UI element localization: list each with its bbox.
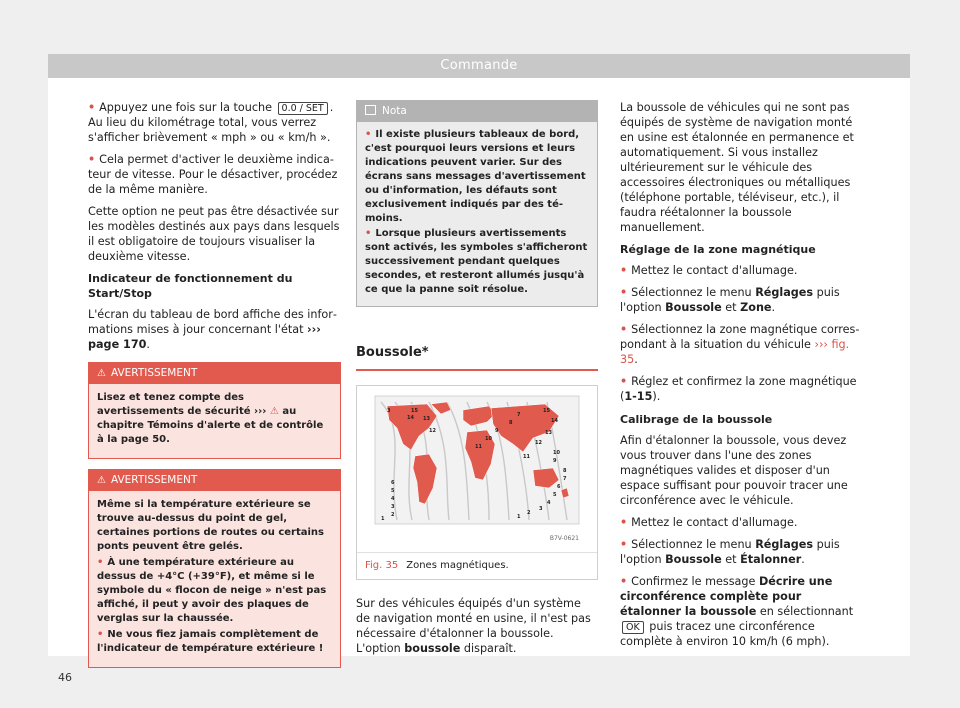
zone-label: 14 [551, 418, 558, 424]
zone-label: 12 [535, 440, 542, 446]
zone-label: 13 [423, 416, 430, 422]
zone-label: 7 [517, 412, 521, 418]
warning-header: ⚠ AVERTISSEMENT [89, 470, 340, 491]
zone-label: 6 [557, 484, 561, 490]
zone-label: 6 [391, 480, 395, 486]
zone-label: 2 [391, 512, 395, 518]
subheading-zone: Réglage de la zone magnétique [620, 243, 816, 256]
paragraph: Cette option ne peut pas être désactivée sur les modèles destinés aux pays dans lesquels il est obligatoire de toujours visualiser la deuxième vitesse. [88, 205, 340, 263]
zone-label: 15 [411, 408, 418, 414]
column-middle [356, 100, 598, 663]
page-title: Commande [440, 58, 518, 73]
zone-label: 7 [563, 476, 567, 482]
zone-label: 11 [475, 444, 482, 450]
zone-label: 1 [381, 516, 385, 522]
note-icon [365, 105, 376, 115]
paragraph: La boussole de véhicules qui ne sont pas équipés de système de navigation monté en usine est étalonnée en permanence et automatiquement. Si vous installez ultérieurement sur le véhicule des accessoires électroniques ou métalliques (téléphone portable, téléviseur, etc.), il faudra réétalonner la boussole manuellement. [620, 101, 854, 234]
note-body: • Il existe plusieurs tableaux de bord, c'est pourquoi leurs versions et leurs indications peuvent varier. Sur des écrans sans messages d'avertissement ou d'information, les défauts sont exclusivement indiqués par des témoins. • Lorsque plusieurs avertissements sont activés, les symboles s'afficheront successivement pendant quelques secondes, et resteront allumés jusqu'à ce que la panne soit résolue. [357, 122, 597, 306]
bullet-paragraph: • Appuyez une fois sur la touche 0.0 / SET . Au lieu du kilométrage total, vous verrez s'afficher brièvement « mph » ou « km/h ». [88, 100, 341, 145]
zone-label: 4 [391, 496, 395, 502]
zone-label: 14 [407, 415, 414, 421]
header-band [48, 54, 910, 78]
warning-triangle-icon: ⚠ [97, 368, 106, 379]
note-header: Nota [357, 101, 597, 122]
warning-box-1 [88, 362, 341, 459]
warning-triangle-icon: ⚠ [97, 475, 106, 486]
zone-label: 3 [539, 506, 543, 512]
zone-label: 4 [547, 500, 551, 506]
zone-label: 3 [391, 504, 395, 510]
zone-label: 11 [523, 454, 530, 460]
zone-label: 9 [553, 458, 557, 464]
zone-label: 5 [553, 492, 557, 498]
figure-reference-link[interactable]: ››› fig. 35 [620, 338, 850, 366]
zone-label: 13 [545, 430, 552, 436]
bullet-paragraph: • Cela permet d'activer le deuxième indicateur de vitesse. Pour le désactiver, procédez de la même manière. [88, 152, 341, 197]
zone-label: 8 [509, 420, 513, 426]
set-key-label: 0.0 / SET [278, 102, 328, 115]
page-reference-link[interactable]: ››› page 170 [88, 323, 321, 351]
zone-label: 15 [543, 408, 550, 414]
section-title-compass: Boussole* [356, 345, 598, 371]
magnetic-zones-map [367, 392, 589, 548]
ok-key-label: OK [622, 621, 644, 634]
subheading-start-stop: Indicateur de fonctionnement du Start/Stop [88, 272, 293, 300]
paragraph: Sur des véhicules équipés d'un système de navigation monté en usine, il n'est pas nécessaire d'étalonner la boussole. L'option boussole disparaît. [356, 597, 591, 655]
zone-label: 12 [429, 428, 436, 434]
subheading-calibration: Calibrage de la boussole [620, 413, 773, 426]
column-right: La boussole de véhicules qui ne sont pas équipés de système de navigation monté en usine est étalonnée en permanence et automatiquement. Si vous installez ultérieurement sur le véhicule des accessoires électroniques ou métalliques (téléphone portable, téléviseur, etc.), il faudra réétalonner la boussole manuellement. Réglage de la zone magnétique • Mettez le contact d'allumage. • Sélectionnez le menu Réglages puis l'option Boussole et Zone. • Sélectionnez la zone magnétique correspondant à la situation du véhicule ››› fig. 35. • Réglez et confirmez la zone magnétique (1-15). Calibrage de la boussole Afin d'étalonner la boussole, vous devez vous trouver dans l'une des zones magnétiques valides et disposer d'un espace suffisant pour pouvoir tracer une circonférence avec le véhicule. • Mettez le contact d'allumage. • Sélectionnez le menu Réglages puis l'option Boussole et Étalonner. • Confirmez le message Décrire une circonférence complète pour étalonner la boussole en sélectionnant OK puis tracez une circonférence complète à environ 10 km/h (6 mph). [620, 100, 862, 656]
zone-label: 2 [527, 510, 531, 516]
zone-label: 10 [485, 436, 492, 442]
column-left [88, 100, 341, 678]
world-map-image [357, 386, 597, 552]
warning-body: Lisez et tenez compte des avertissements de sécurité ››› ⚠ au chapitre Témoins d'alerte et de contrôle à la page 50. [89, 384, 340, 458]
warning-triangle-icon: ⚠ [269, 406, 279, 417]
page-number: 46 [58, 671, 72, 684]
zone-label: 1 [517, 514, 521, 520]
paragraph: Afin d'étalonner la boussole, vous devez vous trouver dans l'une des zones magnétiques valides et disposer d'un espace suffisant pour pouvoir tracer une circonférence avec le véhicule. [620, 434, 848, 507]
paragraph: L'écran du tableau de bord affiche des informations mises à jour concernant l'état ››› page 170. [88, 308, 337, 351]
note-box [356, 100, 598, 307]
warning-body: Même si la température extérieure se trouve au-dessus du point de gel, certaines portions de routes ou certains ponts peuvent être gelés. • À une température extérieure au dessus de +4°C (+39°F), et même si le symbole du « flocon de neige » n'est pas affiché, il peut y avoir des plaques de verglas sur la chaussée. • Ne vous fiez jamais complètement de l'indicateur de température extérieure ! [89, 491, 340, 667]
warning-box-2 [88, 469, 341, 668]
figure-code: B7V-0621 [549, 535, 579, 542]
figure-magnetic-zones [356, 385, 598, 580]
zone-label: 10 [553, 450, 560, 456]
figure-caption: Fig. 35 Zones magnétiques. [357, 552, 597, 579]
zone-label: 8 [563, 468, 567, 474]
warning-header: ⚠ AVERTISSEMENT [89, 363, 340, 384]
zone-label: 5 [391, 488, 395, 494]
zone-label: 9 [495, 428, 499, 434]
zone-label: 3 [387, 408, 391, 414]
manual-page [48, 54, 910, 684]
